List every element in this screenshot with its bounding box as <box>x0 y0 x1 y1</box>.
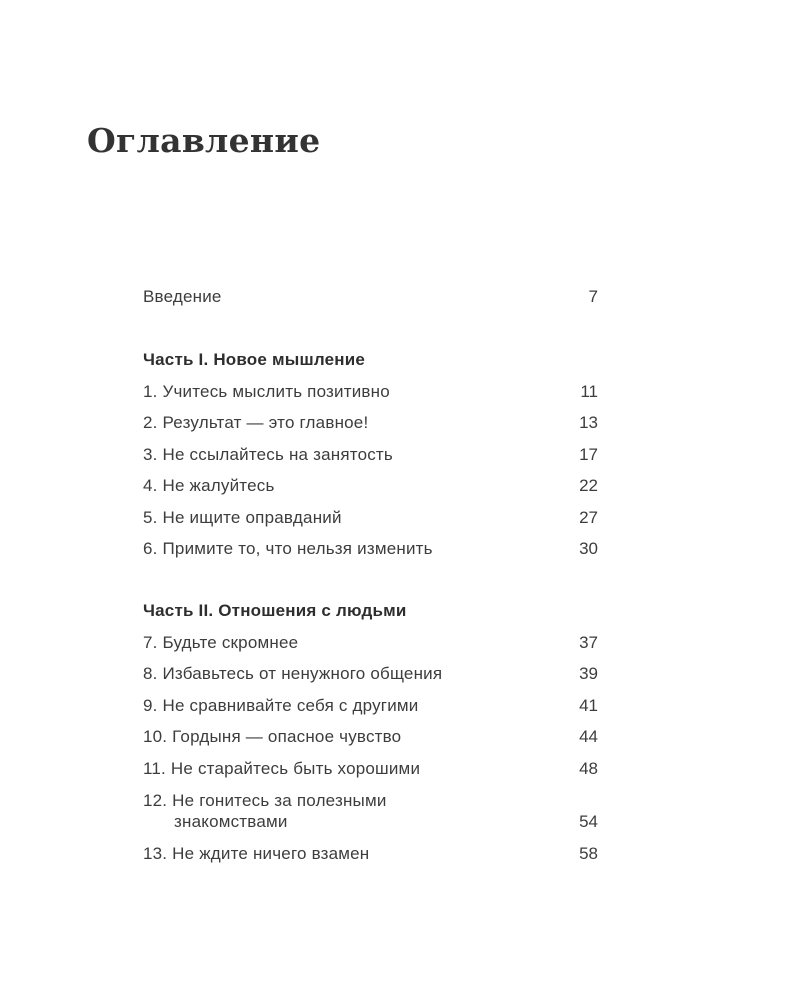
toc-entry-page: 37 <box>579 633 598 652</box>
toc-entry[interactable] <box>143 790 598 834</box>
toc-entry-label: Введение <box>143 287 222 306</box>
toc-entry-label-continued: знакомствами <box>174 812 288 831</box>
toc-entry-label: 9. Не сравнивайте себя с другими <box>143 696 419 715</box>
toc-entry-label: 12. Не гонитесь за полезными <box>143 791 387 810</box>
toc-entry[interactable] <box>143 695 598 717</box>
toc-entry-label: 2. Результат — это главное! <box>143 413 369 432</box>
toc-entry-label: 11. Не старайтесь быть хорошими <box>143 759 421 778</box>
toc-entry-page: 22 <box>579 476 598 495</box>
toc-entry-label: 13. Не ждите ничего взамен <box>143 844 370 863</box>
toc-entry-label: 5. Не ищите оправданий <box>143 508 342 527</box>
toc-entry[interactable] <box>143 726 598 748</box>
toc-entry-page: 17 <box>579 445 598 464</box>
toc-entry-page: 7 <box>588 287 598 306</box>
part-2-heading: Часть II. Отношения с людьми <box>143 601 407 620</box>
toc-entry-label: 1. Учитесь мыслить позитивно <box>143 382 390 401</box>
toc-entry[interactable] <box>143 475 598 497</box>
part-1-heading: Часть I. Новое мышление <box>143 350 366 369</box>
toc-entry-page: 54 <box>579 812 598 831</box>
toc-entry-page: 27 <box>579 508 598 527</box>
page-title: Оглавление <box>87 121 321 160</box>
toc-entry-intro[interactable] <box>143 286 598 308</box>
toc-entry-page: 39 <box>579 664 598 683</box>
toc-entry[interactable] <box>143 381 598 403</box>
toc-entry[interactable] <box>143 632 598 654</box>
toc-entry-page: 11 <box>580 382 598 401</box>
toc-entry-page: 41 <box>579 696 598 715</box>
toc-entry-label: 10. Гордыня — опасное чувство <box>143 727 402 746</box>
toc-entry-page: 30 <box>579 539 598 558</box>
toc-entry-label: 8. Избавьтесь от ненужного общения <box>143 664 443 683</box>
toc-entry[interactable] <box>143 538 598 560</box>
toc-entry-page: 13 <box>579 413 598 432</box>
toc-entry-label: 7. Будьте скромнее <box>143 633 299 652</box>
toc-entry-page: 48 <box>579 759 598 778</box>
toc-entry-label: 4. Не жалуйтесь <box>143 476 275 495</box>
toc-entry[interactable] <box>143 507 598 529</box>
toc-entry[interactable] <box>143 843 598 865</box>
toc-entry-label: 6. Примите то, что нельзя изменить <box>143 539 433 558</box>
toc-entry[interactable] <box>143 663 598 685</box>
toc-entry[interactable] <box>143 412 598 434</box>
toc-entry[interactable] <box>143 444 598 466</box>
toc-entry-label: 3. Не ссылайтесь на занятость <box>143 445 393 464</box>
toc-entry[interactable] <box>143 758 598 780</box>
toc-entry-page: 44 <box>579 727 598 746</box>
toc-entry-page: 58 <box>579 844 598 863</box>
